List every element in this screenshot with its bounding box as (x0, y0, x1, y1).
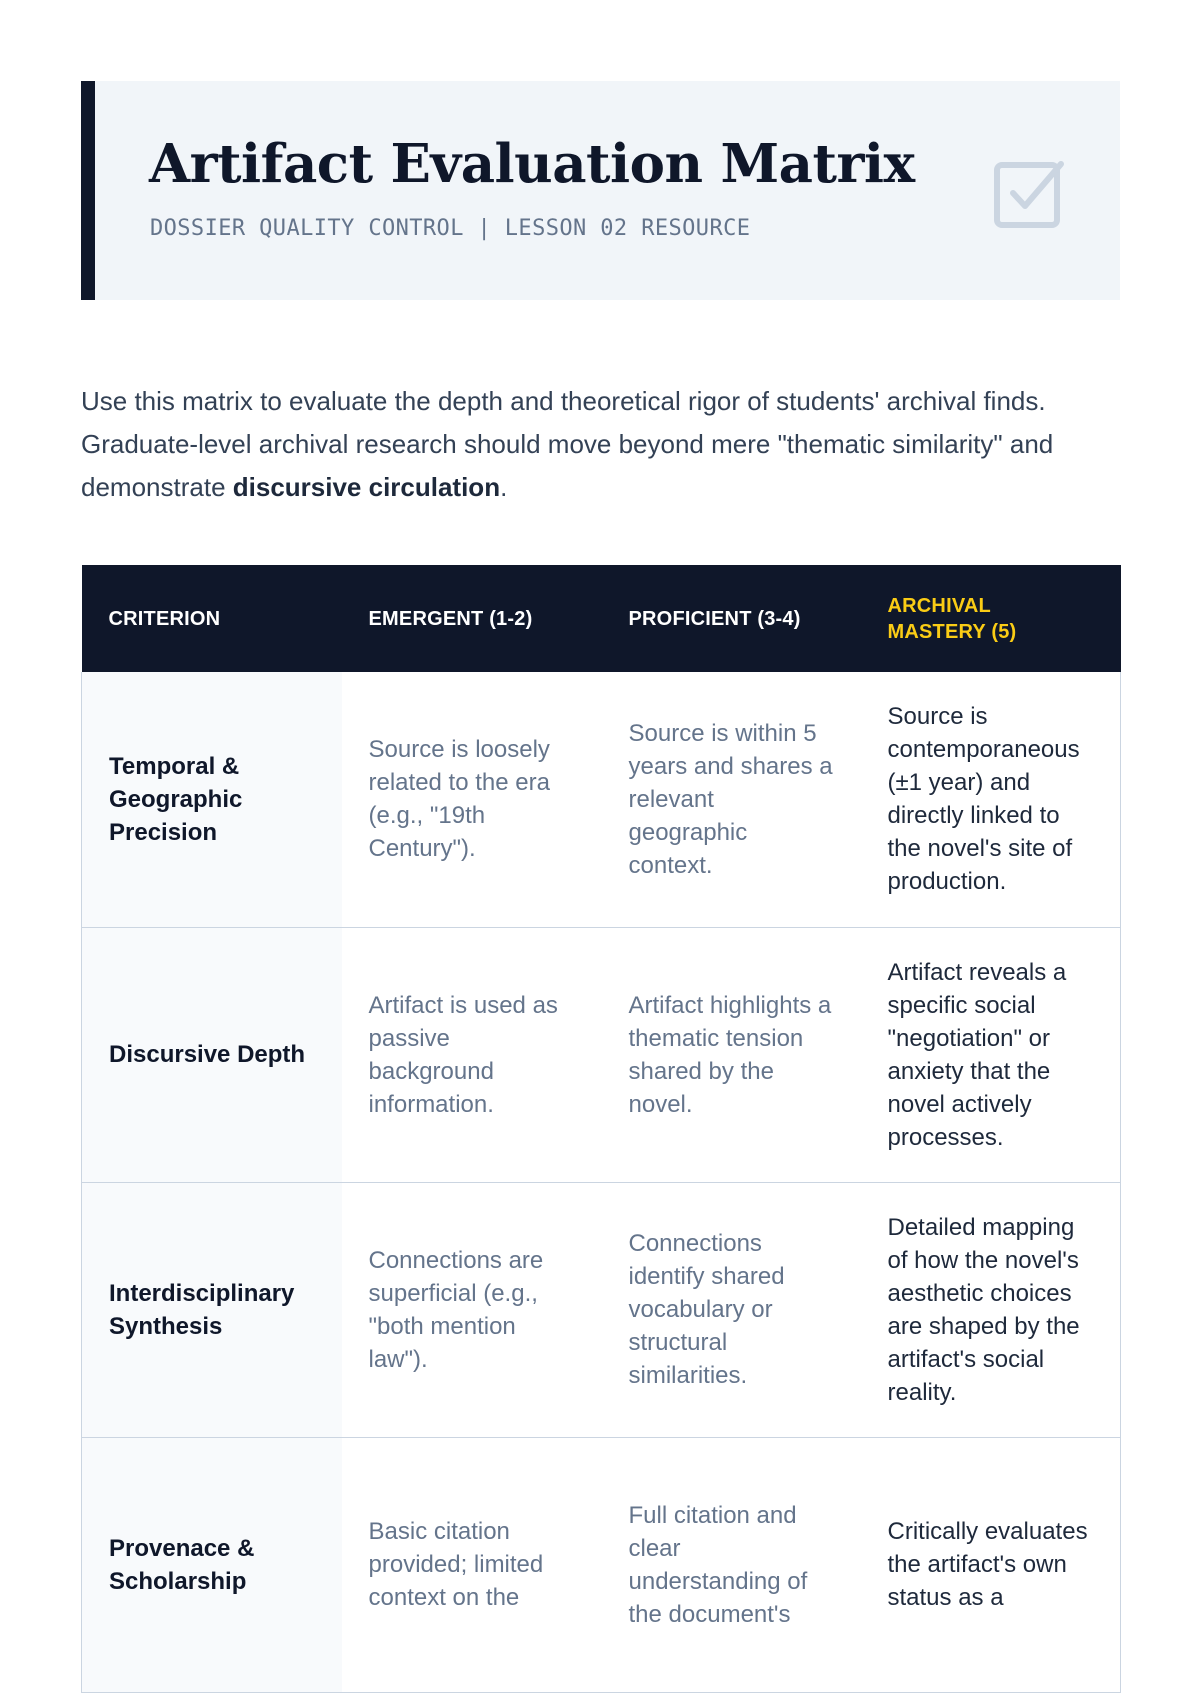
criterion-cell: Interdisciplinary Synthesis (82, 1182, 342, 1437)
column-header-proficient: PROFICIENT (3-4) (602, 565, 861, 672)
criterion-cell: Discursive Depth (82, 927, 342, 1182)
page-subtitle: DOSSIER QUALITY CONTROL | LESSON 02 RESOURCE (150, 216, 751, 241)
proficient-cell: Artifact highlights a thematic tension shared by the novel. (602, 927, 861, 1182)
proficient-cell: Source is within 5 years and shares a relevant geographic context. (602, 672, 861, 927)
criterion-cell: Provenace & Scholarship (82, 1437, 342, 1692)
page-title: Artifact Evaluation Matrix (149, 133, 915, 195)
proficient-cell: Full citation and clear understanding of the document's (602, 1437, 861, 1692)
emergent-cell: Source is loosely related to the era (e.g., "19th Century"). (342, 672, 602, 927)
intro-end: . (500, 472, 508, 502)
table-row (82, 672, 1121, 927)
column-header-emergent: EMERGENT (1-2) (342, 565, 602, 672)
criterion-cell: Temporal & Geographic Precision (82, 672, 342, 927)
proficient-cell: Connections identify shared vocabulary or structural similarities. (602, 1182, 861, 1437)
intro-emphasis: discursive circulation (232, 472, 501, 502)
emergent-cell: Basic citation provided; limited context on the (342, 1437, 602, 1692)
table-row (82, 1437, 1121, 1692)
emergent-cell: Connections are superficial (e.g., "both mention law"). (342, 1182, 602, 1437)
mastery-cell: Artifact reveals a specific social "negotiation" or anxiety that the novel actively processes. (861, 927, 1121, 1182)
mastery-cell: Critically evaluates the artifact's own status as a (861, 1437, 1121, 1692)
table-row (82, 1182, 1121, 1437)
mastery-cell: Detailed mapping of how the novel's aesthetic choices are shaped by the artifact's social reality. (861, 1182, 1121, 1437)
check-square-icon (993, 157, 1065, 229)
column-header-mastery: ARCHIVAL MASTERY (5) (861, 565, 1121, 672)
intro-paragraph (81, 380, 1121, 509)
evaluation-matrix (81, 565, 1121, 1693)
intro-text: Use this matrix to evaluate the depth and theoretical rigor of students' archival finds. Graduate-level archival research should move beyond mere "thematic similarity" and demonstrate (81, 386, 1054, 502)
table-row (82, 927, 1121, 1182)
column-header-criterion: CRITERION (82, 565, 342, 672)
header-card (81, 81, 1120, 300)
matrix-header-row (82, 565, 1121, 672)
mastery-cell: Source is contemporaneous (±1 year) and directly linked to the novel's site of production. (861, 672, 1121, 927)
emergent-cell: Artifact is used as passive background information. (342, 927, 602, 1182)
